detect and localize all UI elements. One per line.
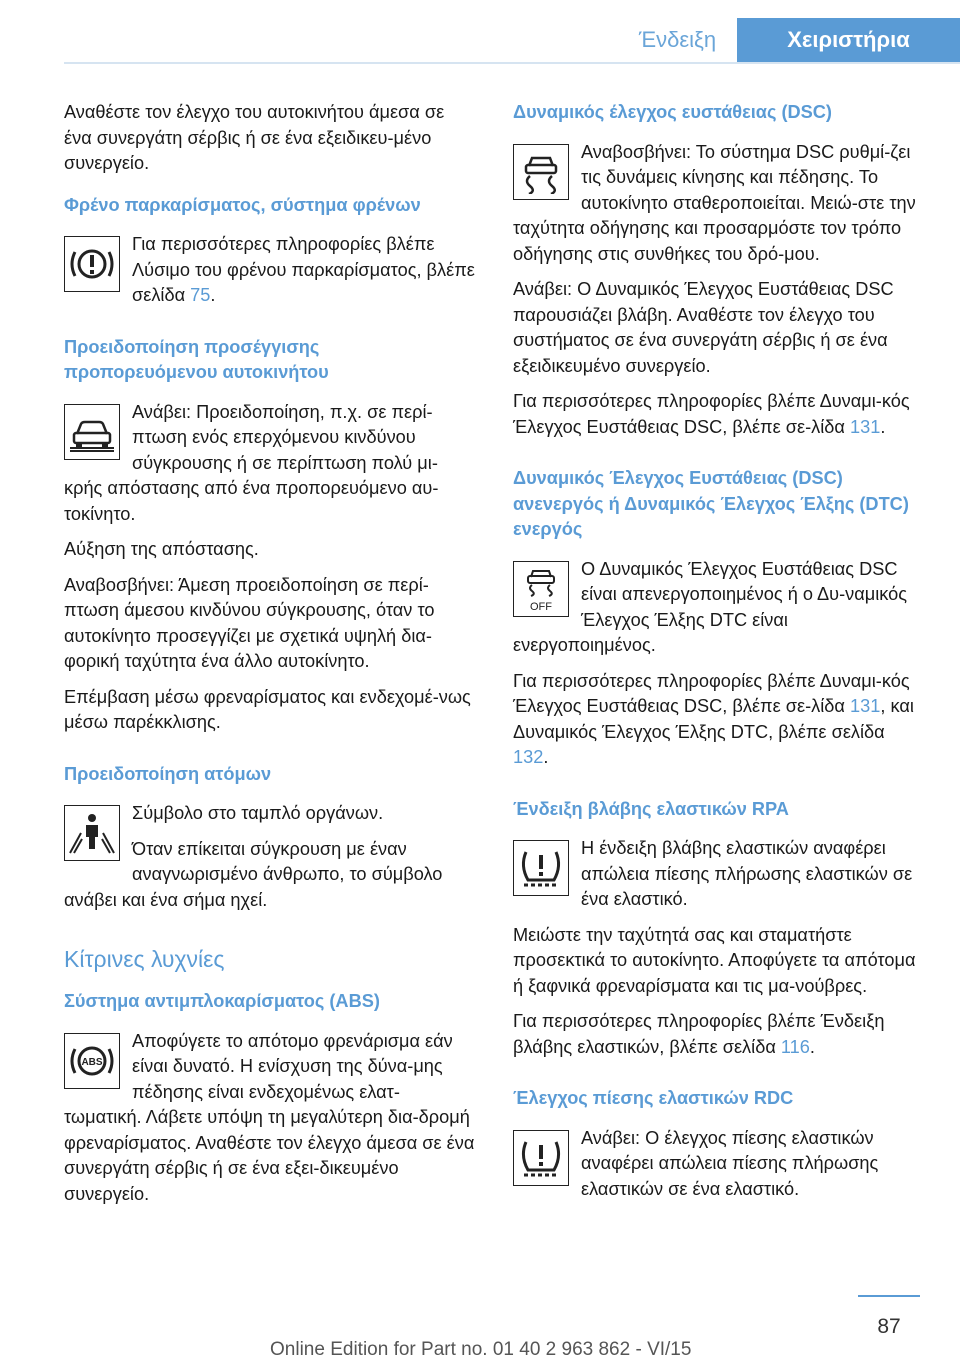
header-rule: [64, 62, 960, 64]
person-warning-text-1: Σύμβολο στο ταμπλό οργάνων.: [132, 803, 384, 823]
dsc-skid-icon: [513, 144, 569, 200]
rpa-heading: Ένδειξη βλάβης ελαστικών RPA: [513, 798, 789, 819]
svg-text:ABS: ABS: [81, 1056, 103, 1068]
page-link-116[interactable]: 116: [780, 1036, 810, 1057]
dtc-text-2: Για περισσότερες πληροφορίες βλέπε Δυναμι‐κός Έλεγχος Ευστάθειας DSC, βλέπε σε‐λίδα 131, και Δυναμικός Έλεγχος Έλξης DTC, βλέπε σελίδα 132.: [513, 670, 914, 767]
tire-warning-icon: [513, 840, 569, 896]
tire-pressure-icon: [513, 1130, 569, 1186]
dtc-text-1: Ο Δυναμικός Έλεγχος Ευστάθειας DSC είναι απενεργοποιημένος ή ο Δυ‐ναμικός Έλεγχος Έλξης DTC είναι ενεργοποιημένος.: [513, 558, 908, 655]
footer-rule: [858, 1295, 920, 1297]
pedestrian-icon: [64, 805, 120, 861]
front-car-text-1: Ανάβει: Προειδοποίηση, π.χ. σε περί‐πτωση ενός επερχόμενου κινδύνου σύγκρουσης ή σε περίπτωση πολύ μι‐κρής απόστασης από ένα προπορευόμενο αυ‐τοκίνητο.: [64, 401, 439, 524]
brake-warning-icon: [64, 236, 120, 292]
dtc-heading: Δυναμικός Έλεγχος Ευστάθειας (DSC) ανενεργός ή Δυναμικός Έλεγχος Έλξης (DTC) ενεργός: [513, 468, 909, 539]
person-warning-text-2: Όταν επίκειται σύγκρουση με έναν αναγνωρισμένο άνθρωπο, το σύμβολο ανάβει και ένα σήμα ηχεί.: [64, 838, 443, 910]
rpa-text-2: Μειώστε την ταχύτητά σας και σταματήστε προσεκτικά το αυτοκίνητο. Αποφύγετε τα απότομα ή ξαφνικά φρεναρίσματα και τις μα‐νούβρες.: [513, 924, 916, 996]
tab-controls[interactable]: Χειριστήρια: [737, 18, 960, 62]
dsc-text-2: Ανάβει: Ο Δυναμικός Έλεγχος Ευστάθειας DSC παρουσιάζει βλάβη. Αναθέστε τον έλεγχο του συστήματος σε ένα συνεργάτη σέρβις ή σε ένα εξειδικευμένο συνεργείο.: [513, 279, 894, 376]
tab-indication[interactable]: Ένδειξη: [638, 27, 717, 52]
rdc-text-1: Ανάβει: Ο έλεγχος πίεσης ελαστικών αναφέρει απώλεια πίεσης πλήρωσης ελαστικών σε ένα ελαστικό.: [581, 1127, 879, 1199]
rpa-text-3: Για περισσότερες πληροφορίες βλέπε Ένδειξη βλάβης ελαστικών, βλέπε σελίδα 116.: [513, 1011, 885, 1057]
parking-brake-text: Για περισσότερες πληροφορίες βλέπε Λύσιμο του φρένου παρκαρίσματος, βλέπε σελίδα 75.: [132, 234, 475, 305]
rdc-heading: Έλεγχος πίεσης ελαστικών RDC: [513, 1088, 794, 1108]
vehicle-ahead-icon: [64, 404, 120, 460]
front-car-text-4: Επέμβαση μέσω φρεναρίσματος και ενδεχομέ‐νως μέσω παρέκκλισης.: [64, 686, 471, 732]
page-number: 87: [877, 1315, 901, 1338]
page-link-131b[interactable]: 131: [849, 696, 881, 716]
dsc-heading: Δυναμικός έλεγχος ευστάθειας (DSC): [513, 102, 832, 122]
abs-heading: Σύστημα αντιμπλοκαρίσματος (ABS): [64, 991, 380, 1011]
abs-text: Αποφύγετε το απότομο φρενάρισμα εάν είναι δυνατό. Η ενίσχυση της δύνα‐μης πέδησης είναι ενδεχομένως ελατ‐τωματική. Λάβετε υπόψη τη μεγαλύτερη δια‐δρομή φρεναρίσματος. Αναθέστε τον έλεγχο άμεσα σε ένα συνεργάτη σέρβις ή σε ένα εξει‐δικευμένο συνεργείο.: [64, 1030, 475, 1204]
dsc-text-1: Αναβοσβήνει: Το σύστημα DSC ρυθμί‐ζει τις δυνάμεις κίνησης και πέδησης. Το αυτοκίνητο σταθεροποιείται. Μειώ‐στε την ταχύτητα οδήγησης και προσαρμόστε τον τρόπο οδήγησης στις συνθήκες του δρό‐μου.: [513, 141, 916, 264]
abs-icon: [64, 1033, 120, 1089]
page-link-131[interactable]: 131: [849, 416, 881, 437]
person-warning-heading: Προειδοποίηση ατόμων: [64, 763, 272, 784]
parking-brake-heading: Φρένο παρκαρίσματος, σύστημα φρένων: [64, 194, 421, 215]
rpa-text-1: Η ένδειξη βλάβης ελαστικών αναφέρει απώλεια πίεσης πλήρωσης ελαστικών σε ένα ελαστικό.: [581, 838, 913, 909]
front-car-text-2: Αύξηση της απόστασης.: [64, 539, 259, 559]
dsc-off-icon: [513, 561, 569, 617]
svg-text:OFF: OFF: [530, 600, 552, 613]
intro-text: Αναθέστε τον έλεγχο του αυτοκινήτου άμεσα σε ένα συνεργάτη σέρβις ή σε ένα εξειδικευ‐μένο συνεργείο.: [64, 102, 445, 173]
page-link-132[interactable]: 132: [513, 747, 544, 767]
front-car-heading: Προειδοποίηση προσέγγισης προπορευόμενου αυτοκινήτου: [64, 336, 329, 382]
header-bar: [0, 18, 960, 62]
edition-text: Online Edition for Part no. 01 40 2 963 862 - VI/15: [270, 1339, 692, 1360]
left-column: [64, 100, 476, 1217]
page-link-75[interactable]: 75: [190, 285, 211, 305]
right-column: [513, 100, 925, 1212]
yellow-lamps-heading: Κίτρινες λυχνίες: [64, 946, 225, 972]
dsc-text-3: Για περισσότερες πληροφορίες βλέπε Δυναμι‐κός Έλεγχος Ευστάθειας DSC, βλέπε σε‐λίδα 131.: [513, 391, 910, 437]
front-car-text-3: Αναβοσβήνει: Άμεση προειδοποίηση σε περί‐πτωση άμεσου κινδύνου σύγκρουσης, όταν το αυτοκίνητο προσεγγίζει με σχετικά υψηλή δια‐φορική ταχύτητα ένα άλλο αυτοκίνητο.: [64, 574, 435, 671]
